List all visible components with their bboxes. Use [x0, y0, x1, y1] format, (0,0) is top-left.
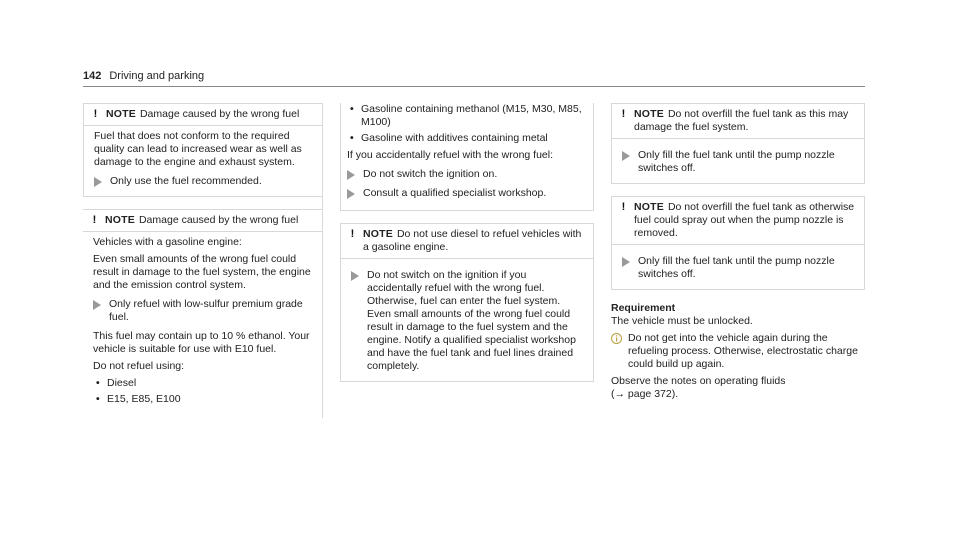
info-item — [611, 332, 865, 371]
note-box-overfill-1 — [611, 103, 865, 184]
note-paragraph: Vehicles with a gasoline engine: — [93, 236, 242, 248]
step-item — [93, 298, 313, 324]
arrow-right-icon — [93, 300, 101, 310]
note-label: NOTE — [634, 108, 664, 120]
note-box-overfill-2 — [611, 196, 865, 290]
note-title: Damage caused by the wrong fuel — [139, 108, 300, 120]
note-paragraph: Even small amounts of the wrong fuel could result in damage to the fuel system, the engine and the emission control system. — [93, 253, 311, 291]
note-body — [612, 139, 864, 183]
note-body — [83, 232, 323, 416]
bullet-list — [347, 103, 587, 145]
step-item — [622, 149, 854, 175]
note-continuation — [340, 103, 594, 211]
note-label: NOTE — [105, 214, 135, 226]
observe-text: Observe the notes on operating fluids — [611, 375, 786, 387]
note-label: NOTE — [106, 108, 136, 120]
arrow-right-icon — [347, 189, 355, 199]
note-label: NOTE — [363, 228, 393, 240]
list-item: • E15, E85, E100 — [93, 393, 313, 406]
note-header — [612, 197, 864, 245]
arrow-right-icon — [622, 151, 630, 161]
step-item — [622, 255, 854, 281]
note-paragraph: This fuel may contain up to 10 % ethanol. Your vehicle is suitable for use with E10 fuel. — [93, 330, 310, 355]
note-title: Do not overfill the fuel tank as otherwise fuel could spray out when the pump nozzle is removed. — [634, 201, 855, 239]
note-body — [341, 259, 593, 381]
note-header — [84, 104, 322, 126]
step-item — [351, 269, 583, 373]
arrow-right-icon — [347, 170, 355, 180]
step-item — [347, 168, 587, 181]
note-box-diesel — [340, 223, 594, 382]
section-title: Driving and parking — [109, 70, 205, 82]
arrow-right-icon — [94, 177, 102, 187]
exclamation-icon: ! — [350, 228, 355, 240]
list-item: • Diesel — [93, 377, 313, 390]
exclamation-icon: ! — [621, 108, 626, 120]
step-text: Only refuel with low-sulfur premium grade fuel. — [109, 298, 303, 323]
exclamation-icon: ! — [621, 201, 626, 213]
exclamation-icon: ! — [92, 214, 97, 226]
note-body — [612, 245, 864, 289]
note-box-wrong-fuel-1 — [83, 103, 323, 197]
exclamation-icon: ! — [93, 108, 98, 120]
step-item — [94, 175, 312, 188]
requirement-title: Requirement — [611, 302, 676, 314]
step-text: Do not switch on the ignition if you accidentally refuel with the wrong fuel. Otherwise, fuel can enter the fuel system. Even small amounts of the wrong fuel could result in damage to the fuel system and the engine. Notify a qualified specialist workshop and have the fuel tank and fuel lines drained completely. — [367, 269, 576, 372]
note-title: Do not overfill the fuel tank as this may damage the fuel system. — [634, 108, 849, 133]
note-header — [341, 224, 593, 259]
info-icon — [611, 333, 622, 344]
header-rule — [83, 86, 865, 87]
page-reference-link[interactable]: (→ page 372). — [611, 388, 679, 400]
column-1 — [83, 103, 323, 416]
note-title: Damage caused by the wrong fuel — [138, 214, 299, 226]
requirement-text: The vehicle must be unlocked. — [611, 315, 753, 327]
column-3 — [611, 103, 865, 405]
note-paragraph: Do not refuel using: — [93, 360, 185, 372]
step-text: Only fill the fuel tank until the pump nozzle switches off. — [638, 255, 835, 280]
note-text: Fuel that does not conform to the required quality can lead to increased wear as well as damage to the engine and exhaust system. — [94, 130, 302, 168]
note-body — [84, 126, 322, 196]
step-text: Do not switch the ignition on. — [363, 168, 498, 180]
step-text: Only use the fuel recommended. — [110, 175, 262, 187]
note-label: NOTE — [634, 201, 664, 213]
step-text: Consult a qualified specialist workshop. — [363, 187, 547, 199]
info-text: Do not get into the vehicle again during the refueling process. Otherwise, electrostatic charge could build up again. — [628, 332, 858, 370]
note-paragraph: If you accidentally refuel with the wrong fuel: — [347, 149, 554, 161]
arrow-right-icon — [622, 257, 630, 267]
page-number: 142 — [83, 70, 102, 82]
note-header — [612, 104, 864, 139]
column-divider — [322, 103, 323, 418]
step-text: Only fill the fuel tank until the pump nozzle switches off. — [638, 149, 835, 174]
note-title: Do not use diesel to refuel vehicles with a gasoline engine. — [363, 228, 582, 253]
step-item — [347, 187, 587, 200]
page-header — [83, 70, 204, 83]
requirement-section — [611, 302, 865, 401]
arrow-right-icon — [351, 271, 359, 281]
column-2 — [340, 103, 594, 394]
note-box-wrong-fuel-2 — [83, 209, 323, 416]
list-item: • Gasoline containing methanol (M15, M30, M85, M100) — [347, 103, 587, 129]
bullet-list — [93, 377, 313, 406]
list-item: • Gasoline with additives containing metal — [347, 132, 587, 145]
note-header — [83, 210, 323, 232]
